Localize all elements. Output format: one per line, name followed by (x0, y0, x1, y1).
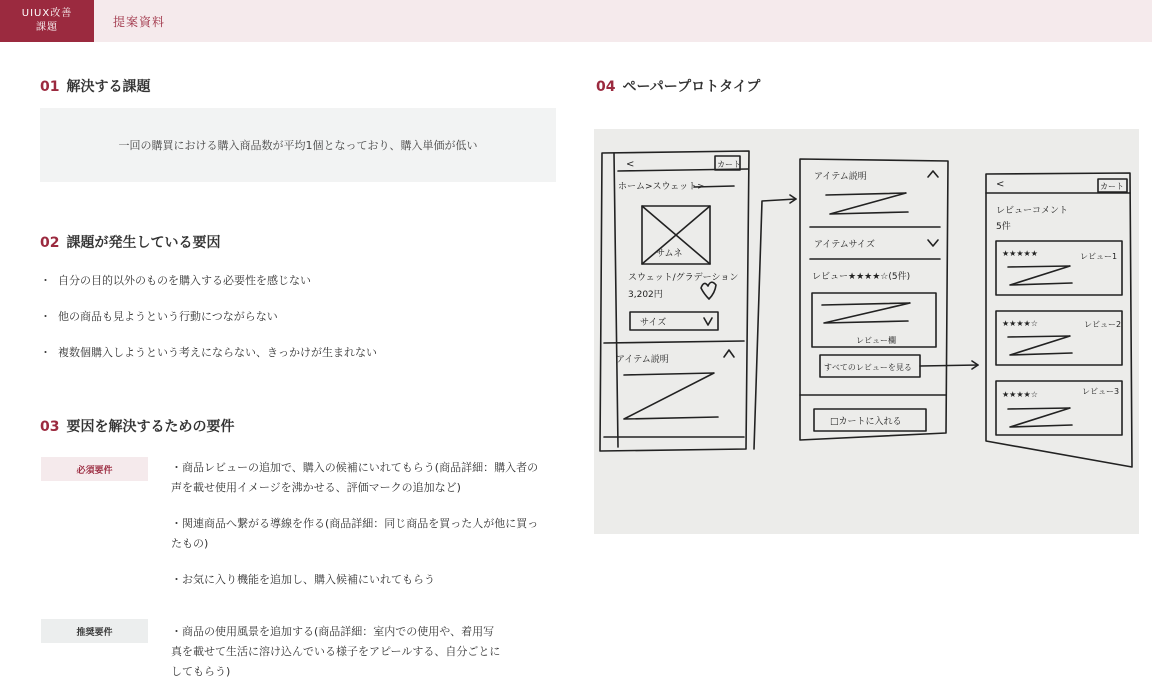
sketch-review-1-stars: ★★★★★ (1002, 249, 1038, 258)
sketch-review-rating: レビュー★★★★☆(5件) (812, 272, 911, 282)
requirement-line: ・お気に入り機能を追加し、購入候補にいれてもらう (171, 573, 435, 586)
cause-list (40, 272, 377, 380)
requirement-line: 声を載せ使用イメージを沸かせる、評価マークの追加など) (171, 481, 461, 494)
sketch-item-description-2: アイテム説明 (814, 172, 867, 182)
sketch-all-reviews-link: すべてのレビューを見る (824, 363, 912, 372)
section-1-title (40, 76, 150, 96)
recommended-label: 推奨要件 (76, 627, 113, 638)
header-bar (0, 0, 1152, 42)
problem-box (40, 108, 556, 182)
requirement-item (171, 570, 435, 590)
requirement-item (171, 622, 500, 682)
sketch-review-1-label: レビュー1 (1080, 252, 1118, 261)
list-item: ・ 複数個購入しようという考えにならない、きっかけが生まれない (40, 346, 377, 359)
sketch-breadcrumb: ホーム>スウェット> (618, 182, 705, 192)
section-2-number: 02 (40, 235, 60, 251)
section-2-heading: 課題が発生している要因 (66, 235, 221, 251)
requirement-line: ・商品の使用風景を追加する(商品詳細：室内での使用や、着用写 (171, 625, 495, 638)
recommended-requirement-badge (41, 619, 148, 643)
section-3-heading: 要因を解決するための要件 (66, 419, 235, 435)
sketch-review-2-label: レビュー2 (1084, 320, 1122, 329)
requirement-item (171, 458, 538, 498)
sketch-back-icon-3: < (996, 179, 1005, 190)
requirement-item (171, 514, 538, 554)
sketch-product-name: スウェット/グラデーション (628, 273, 739, 283)
list-item: ・ 他の商品も見ようという行動につながらない (40, 310, 278, 323)
section-4-title (596, 76, 760, 96)
sketch-review-3-stars: ★★★★☆ (1002, 390, 1038, 399)
requirement-line: してもらう) (171, 665, 231, 678)
sketch-screen-reviews (986, 173, 1132, 467)
sketch-review-count: 5件 (996, 222, 1011, 232)
sketch-screen-details (800, 159, 978, 440)
sketch-review-2-stars: ★★★★☆ (1002, 319, 1038, 328)
sketch-flow-arrow (754, 199, 796, 449)
sketch-review-box: レビュー欄 (856, 336, 896, 345)
section-2-title (40, 232, 220, 252)
must-label: 必須要件 (76, 465, 113, 476)
section-3-number: 03 (40, 419, 60, 435)
cause-text: 他の商品も見ようという行動につながらない (58, 310, 278, 323)
cause-text: 複数個購入しようという考えにならない、きっかけが生まれない (58, 346, 377, 359)
section-4-number: 04 (596, 79, 616, 95)
sketch-cart-label: カート (717, 160, 741, 169)
logo-line-1: UIUX改善 (21, 8, 73, 19)
problem-text: 一回の購買における購入商品数が平均1個となっており、購入単価が低い (118, 139, 478, 152)
sketch-cart-label-3: カート (1100, 182, 1124, 191)
paper-prototype-sketch (594, 129, 1139, 534)
sketch-screen-product (600, 151, 749, 451)
sketch-price: 3,202円 (628, 290, 663, 300)
cause-text: 自分の目的以外のものを購入する必要性を感じない (58, 274, 311, 287)
list-item: ・ 自分の目的以外のものを購入する必要性を感じない (40, 274, 311, 287)
section-4-heading: ペーパープロトタイプ (622, 79, 761, 95)
sketch-add-to-cart: □カートに入れる (830, 417, 902, 427)
sketch-back-icon: < (626, 159, 635, 170)
sketch-review-comments-title: レビューコメント (996, 206, 1069, 216)
requirement-line: たもの) (171, 537, 209, 550)
requirement-line: ・商品レビューの追加で、購入の候補にいれてもらう(商品詳細：購入者の (171, 461, 539, 474)
section-3-title (40, 416, 234, 436)
requirement-line: ・関連商品へ繋がる導線を作る(商品詳細：同じ商品を買った人が他に買っ (171, 517, 539, 530)
must-requirement-badge (41, 457, 148, 481)
section-1-heading: 解決する課題 (66, 79, 151, 95)
sketch-thumbnail-label: サムネ (656, 249, 683, 259)
breadcrumb[interactable]: 提案資料 (113, 15, 166, 29)
sketch-item-size: アイテムサイズ (814, 240, 875, 250)
logo-line-2: 課題 (36, 22, 58, 33)
sketch-size-select: サイズ (640, 318, 667, 328)
logo[interactable] (0, 0, 94, 42)
requirement-line: 真を載せて生活に溶け込んでいる様子をアピールする、自分ごとに (171, 645, 501, 658)
section-1-number: 01 (40, 79, 60, 95)
sketch-item-description: アイテム説明 (616, 355, 669, 365)
paper-prototype-photo (594, 129, 1139, 534)
sketch-review-3-label: レビュー3 (1082, 387, 1120, 396)
